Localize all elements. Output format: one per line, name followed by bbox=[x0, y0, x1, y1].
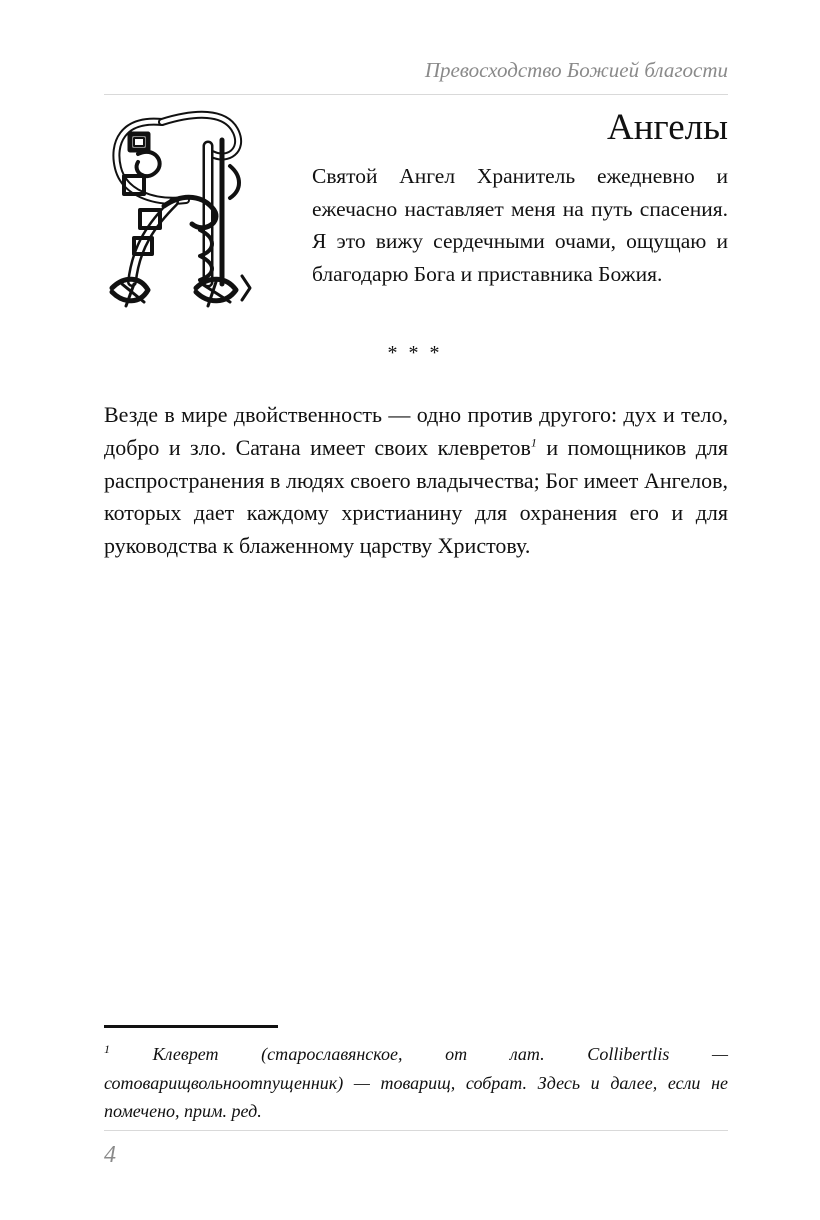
footnote-marker: 1 bbox=[104, 1042, 110, 1056]
footnote-divider bbox=[104, 1025, 278, 1028]
footnote-reference[interactable]: 1 bbox=[530, 435, 537, 450]
ornamental-dropcap bbox=[104, 106, 254, 310]
footer-divider bbox=[104, 1130, 728, 1131]
running-header: Превосходство Божией благости bbox=[424, 58, 728, 82]
body-text-part-1: Везде в мире двойственность — одно против другого: дух и тело, добро и зло. Сатана имеет своих клевретов bbox=[104, 402, 728, 460]
header-divider bbox=[104, 94, 728, 95]
body-text-part-2: и помощников для распространения в людях своего владычества; Бог имеет Ангелов, которых дает каждому христианину для охранения его и для руководства к блаженному царству Христову. bbox=[104, 434, 728, 559]
footnote bbox=[104, 1040, 728, 1126]
section-separator: * * * bbox=[387, 342, 443, 364]
ornamental-letter-ya-icon bbox=[104, 106, 254, 310]
chapter-title: Ангелы bbox=[607, 107, 728, 148]
intro-paragraph: Святой Ангел Хранитель ежедневно и ежечасно наставляет меня на путь спасения. Я это вижу сердечными очами, ощущаю и благодарю Бога и приставника Божия. bbox=[312, 164, 728, 286]
page-number: 4 bbox=[104, 1142, 116, 1168]
footnote-text: Клеврет (старославянское, от лат. Collibertlis — сотоварищвольноотпущенник) — товарищ, собрат. Здесь и далее, если не помечено, прим. ред. bbox=[104, 1044, 728, 1121]
body-paragraph bbox=[104, 399, 728, 563]
